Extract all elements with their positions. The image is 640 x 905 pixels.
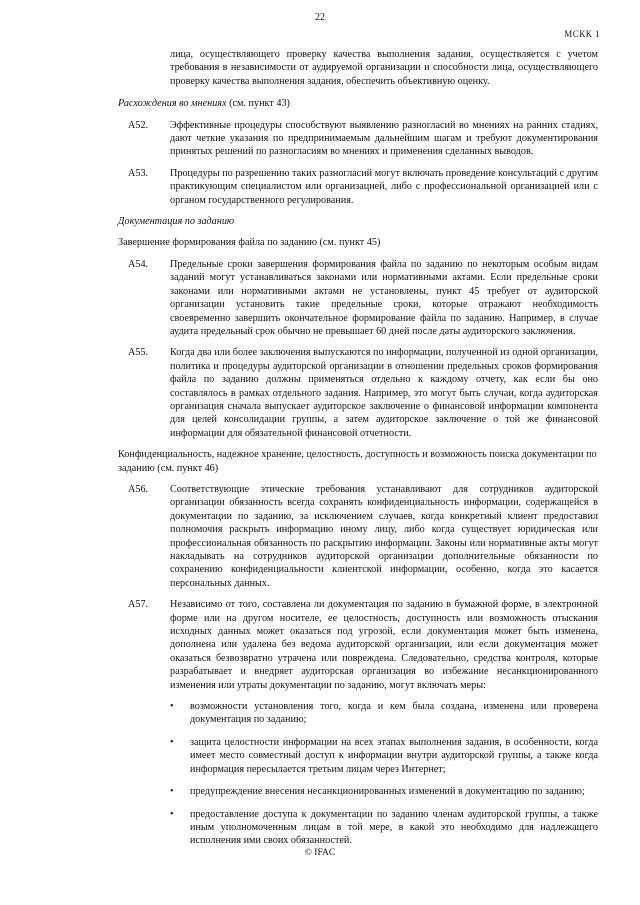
continuation-paragraph: лица, осуществляющего проверку качества выполнения задания, осуществляется с учетом требования в независимости от аудируемой организации и способности лица, осуществляющего проверку качества выполнения задания, обеспечить объективную оценку. [170,49,598,87]
paragraph-text: Процедуры по разрешению таких разногласий могут включать проведение консультаций с другим практикующим специалистом или организацией, либо с профессиональной организацией или с органом государственного регулирования. [170,167,598,206]
subheading-confidentiality: Конфиденциальность, надежное хранение, целостность, доступность и возможность поиска документации по заданию (см. пункт 46) [118,449,597,474]
section-heading-disagreements [118,97,598,110]
paragraph-a55 [118,346,598,440]
section-heading-documentation: Документация по заданию [118,216,235,228]
paragraph-number: A54. [128,258,149,270]
paragraph-text: Соответствующие этические требования устанавливают для сотрудников аудиторской организации обязанность всегда сохранять конфиденциальность информации, содержащейся в документации по заданию, за исключением случаев, когда конкретный клиент предоставил полномочия раскрыть информацию иному лицу, либо когда существует юридическая или профессиональная обязанность по раскрытию информации. Законы или нормативные акты могут накладывать на сотрудников аудиторской организации дополнительные обязанности по сохранению конфиденциальности клиентской информации, особенно, когда это касается персональных данных. [170,483,598,589]
footer-copyright: © IFAC [304,848,336,858]
list-item-text: защита целостности информации на всех этапах выполнения задания, в особенности, когда имеет место совместный доступ к информации внутри аудиторской группы, а также когда информация пересылается третьим лицам через Интернет; [190,736,598,775]
paragraph-number: A56. [128,483,149,495]
paragraph-text: Предельные сроки завершения формирования файла по заданию по некоторым особым видам заданий могут устанавливаться законами или нормативными актами. Если предельные сроки законами или нормативными актами не установлены, пункт 45 требует от аудиторской организации установить такие предельные сроки, которые отражают необходимость своевременно завершить окончательное формирование файла по заданию. Например, в случае аудита предельный срок обычно не превышает 60 дней после даты аудиторского заключения. [170,258,598,337]
paragraph-a56 [118,483,598,590]
bullet-icon: • [170,701,174,713]
list-item [170,700,598,727]
list-item-text: возможности установления того, когда и кем была создана, изменена или проверена документация по заданию; [190,701,598,726]
paragraph-text: Независимо от того, составлена ли документация по заданию в бумажной форме, в электронной форме или на другом носителе, ее целостность, доступность или возможность отыскания исходных данных может оказаться под угрозой, если документация может быть изменена, дополнена или удалена без ведома аудиторской организации, или если документация может оказаться безвозвратно утрачена или повреждена. Следовательно, средства контроля, которые разрабатывает и внедряет аудиторская организация во избежание несанкционированного изменения или утраты документации по заданию, могут включать меры: [170,599,598,691]
bullet-icon: • [170,786,174,798]
paragraph-a57 [118,598,598,692]
list-item [170,808,598,848]
heading-text: Расхождения во мнениях [118,98,227,110]
list-item [170,736,598,776]
subheading-file-completion: Завершение формирования файла по заданию (см. пункт 45) [118,237,381,249]
list-item [170,785,598,798]
paragraph-a53 [118,167,598,207]
list-item-text: предоставление доступа к документации по заданию членам аудиторской группы, а также иным уполномоченным лицам в той мере, в какой это необходимо для надлежащего исполнения ими своих обязанностей. [190,808,598,847]
page-content [118,48,598,857]
paragraph-a54 [118,258,598,338]
paragraph-number: A52. [128,119,149,131]
page-number: 22 [315,12,325,23]
heading-reference: (см. пункт 43) [229,98,290,110]
paragraph-a52 [118,119,598,159]
paragraph-text: Когда два или более заключения выпускаются по информации, полученной из одной организации, политика и процедуры аудиторской организации в отношении предельных сроков формирования файла по заданию должны применяться отдельно к каждому отчету, как если бы оно составлялось в рамках отдельного задания. Например, это могут быть случаи, когда аудиторская организация сначала выпускает аудиторское заключение о финансовой информации компонента для целей консолидации группы, а затем аудиторское заключение о той же финансовой информации для обязательной финансовой отчетности. [170,347,599,439]
bullet-icon: • [170,808,174,820]
bullet-icon: • [170,736,174,748]
document-code: МСКК 1 [564,29,600,39]
list-item-text: предупреждение внесения несанкционированных изменений в документацию по заданию; [190,786,585,798]
paragraph-number: A53. [128,167,149,179]
paragraph-number: A57. [128,599,149,611]
paragraph-number: A55. [128,347,149,359]
paragraph-text: Эффективные процедуры способствуют выявлению разногласий во мнениях на ранних стадиях, дают четкие указания по предпринимаемым дальнейшим шагам и требуют документирования принятых решений по разногласиям во мнениях и применения сделанных выводов. [170,119,598,158]
bullet-list [170,700,598,848]
